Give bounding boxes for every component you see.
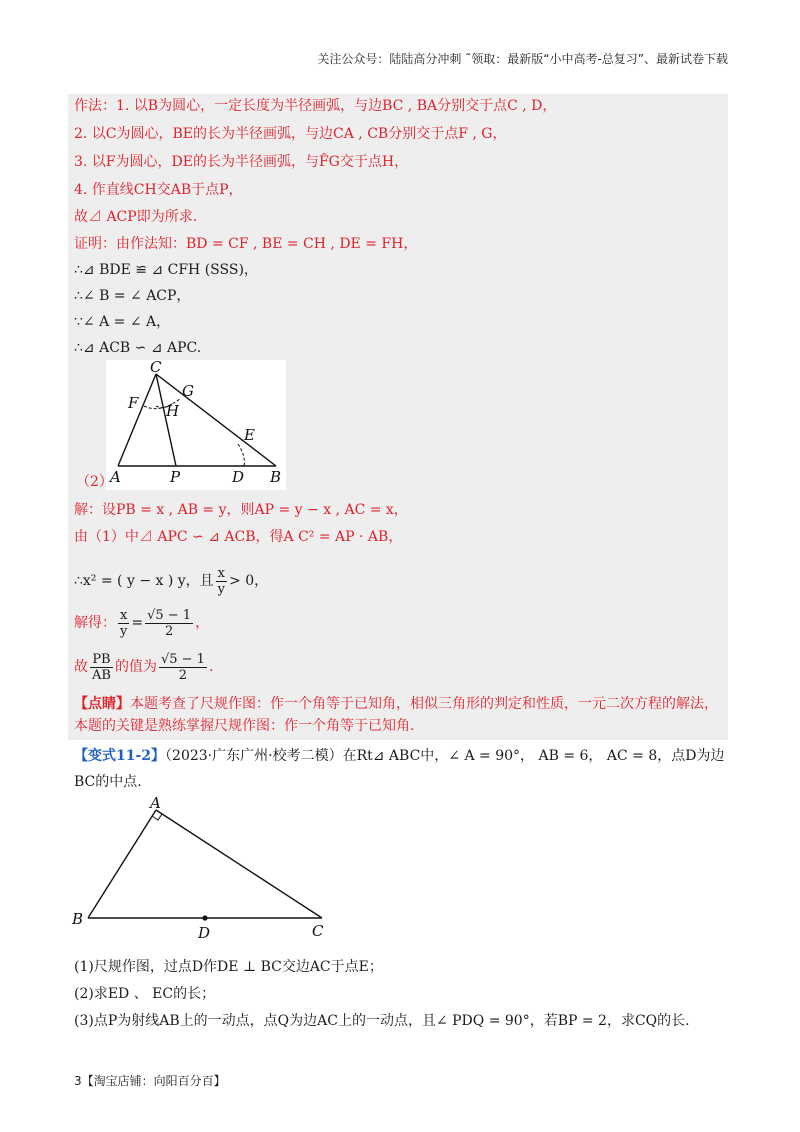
fraction-den: AB [92,667,111,683]
variant-line2: BC的中点. [74,774,142,790]
part2-line3-b: > 0， [229,573,269,589]
variant-tag: 【变式11-2】 [74,748,166,764]
fraction-pb-over-ab [90,652,113,683]
part2-line5-b: 的值为 [114,659,157,675]
part2-line3 [74,564,268,598]
equals-sign: = [131,615,144,631]
proof-3: ∴∠ B = ∠ ACP， [74,288,191,304]
part2-line3-a: ∴x² = ( y − x ) y，且 [74,573,214,589]
label-P: P [170,468,181,486]
proof-4: ∵∠ A = ∠ A， [74,314,171,330]
fraction-den: 2 [178,667,188,683]
label-D: D [232,468,245,486]
question-2: (2)求ED 、 EC的长； [74,986,216,1002]
label-B2: B [72,910,84,928]
step-4: 4. 作直线CH交AB于点P， [74,182,243,198]
fraction-den: y [217,581,226,597]
part2-label: （2） [76,474,113,490]
comment-line2: 本题的关键是熟练掌握尺规作图：作一个角等于已知角. [74,718,415,734]
question-1: (1)尺规作图，过点D作DE ⊥ BC交边AC于点E； [74,959,383,975]
label-F: F [128,394,139,412]
question-3: (3)点P为射线AB上的一动点，点Q为边AC上的一动点，且∠ PDQ = 90°，若BP = 2，求CQ的长. [74,1013,690,1029]
label-C2: C [312,922,324,940]
page-header: 关注公众号：陆陆高分冲刺 ˜领取：最新版“小中高考-总复习”、最新试卷下载 [317,52,728,66]
comment-text-1: 本题考查了尺规作图：作一个角等于已知角，相似三角形的判定和性质，一元二次方程的解法， [130,696,718,712]
variant-line1 [74,746,724,766]
part2-line5-a: 故 [74,659,88,675]
variant-text-1: （2023·广东广州·校考二模）在Rt⊿ ABC中，∠ A = 90°， AB = 6， AC = 8，点D为边 [165,748,725,764]
label-E: E [244,426,255,444]
proof-5: ∴⊿ ACB ∽ ⊿ APC. [74,340,202,356]
part2-line4-a: 解得： [74,615,116,631]
proof-1: 证明：由作法知：BD = CF , BE = CH , DE = FH， [74,236,418,252]
part2-line1: 解：设PB = x , AB = y，则AP = y − x , AC = x， [74,502,408,518]
label-D2: D [198,924,211,942]
proof-2: ∴⊿ BDE ≌ ⊿ CFH (SSS)， [74,262,258,278]
label-A: A [110,468,121,486]
comment-tag: 【点睛】 [74,696,130,712]
part2-line4 [74,606,209,640]
step-3: 3. 以F为圆心，DE的长为半径画弧，与F̂G交于点H， [74,154,409,170]
label-B: B [270,468,282,486]
step-2: 2. 以C为圆心，BE的长为半径画弧，与边CA , CB分别交于点F , G， [74,126,507,142]
fraction-num: PB [90,652,113,668]
part2-line2: 由（1）中⊿ APC ∽ ⊿ ACB，得A C² = AP · AB， [74,529,403,545]
fraction-den: 2 [164,623,174,639]
fraction-x-over-y [216,566,227,597]
fraction-num: √5 − 1 [160,651,205,667]
label-G: G [182,382,194,400]
page-footer: 3【淘宝店铺：向阳百分百】 [74,1074,226,1088]
part2-line4-c: ， [195,615,210,631]
label-C: C [150,360,162,376]
step-conclusion: 故⊿ ACP即为所求. [74,209,198,225]
comment-line1 [74,694,718,714]
fraction-root5 [145,608,193,639]
fraction-x-over-y-2 [118,608,129,639]
part2-line5-c: . [208,659,214,675]
fraction-num: √5 − 1 [147,607,192,623]
fraction-num: x [118,608,129,624]
fraction-num: x [216,566,227,582]
label-A2: A [150,794,161,812]
label-H: H [166,402,180,420]
step-1: 作法：1. 以B为圆心，一定长度为半径画弧，与边BC , BA分别交于点C , D， [74,98,557,114]
figure-construction [106,360,286,490]
fraction-root5-2 [159,652,207,683]
fraction-den: y [120,623,128,639]
part2-line5 [74,650,213,684]
figure-right-triangle [66,794,342,944]
